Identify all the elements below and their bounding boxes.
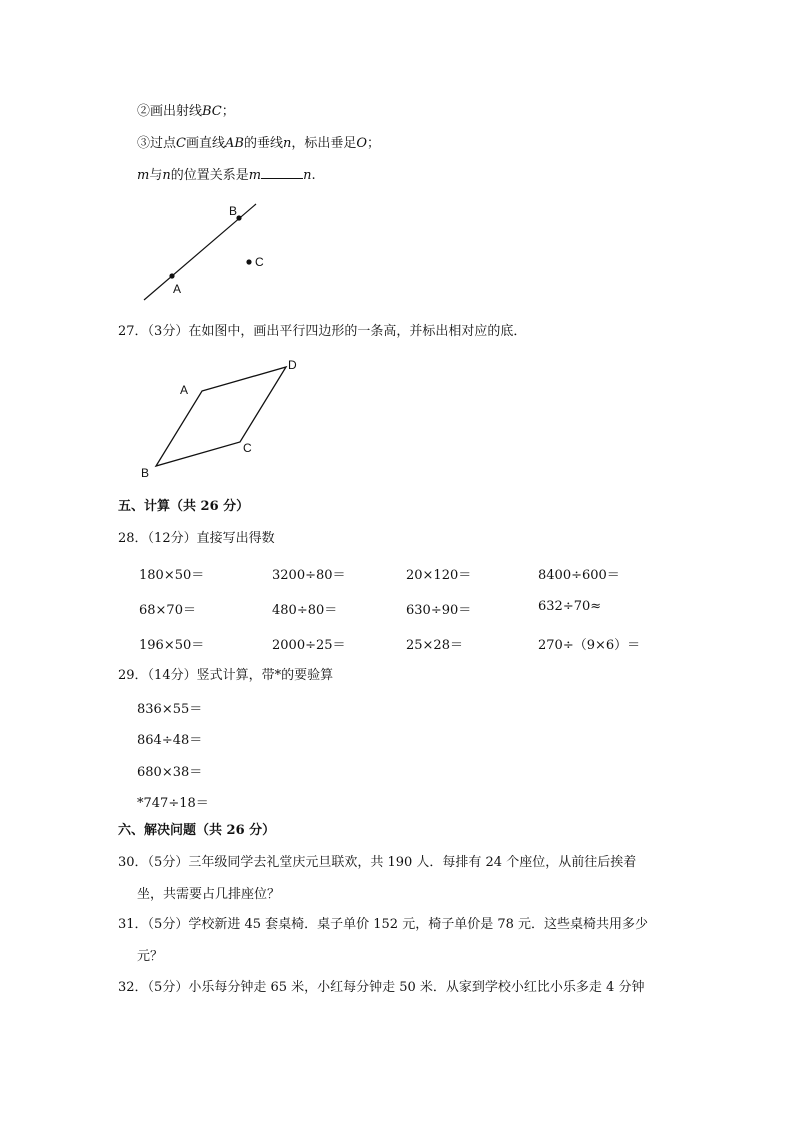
q29-item: 864÷48＝ bbox=[137, 733, 203, 748]
q30-line1: 30．（5分）三年级同学去礼堂庆元旦联欢，共 190 人．每排有 24 个座位，从前往后挨着 bbox=[118, 855, 637, 870]
q26-step3-var: O bbox=[356, 136, 368, 151]
q30-line2: 坐，共需要占几排座位？ bbox=[137, 887, 281, 902]
q28-item: 68×70＝ bbox=[139, 603, 196, 618]
point-b bbox=[236, 215, 241, 220]
q27-figure bbox=[135, 352, 310, 482]
q26-step2-text: ②画出射线 bbox=[137, 104, 203, 119]
q26-step4-part: 的位置关系是 bbox=[170, 168, 249, 183]
q28-item: 270÷（9×6）＝ bbox=[538, 638, 641, 653]
q28-item: 632÷70≈ bbox=[538, 599, 602, 614]
q26-step2-suffix: ； bbox=[221, 104, 235, 119]
label-b: B bbox=[141, 466, 150, 480]
q28-item: 25×28＝ bbox=[406, 638, 463, 653]
q26-step2-var: BC bbox=[202, 104, 222, 119]
q26-step3-var: C bbox=[176, 136, 186, 151]
section-6-title: 六、解决问题（共 26 分） bbox=[118, 823, 276, 838]
q29-title: 29．（14分）竖式计算，带*的要验算 bbox=[118, 668, 334, 683]
q26-step4-var: n bbox=[303, 168, 312, 183]
q29-item: 680×38＝ bbox=[137, 765, 203, 780]
q26-step3-part: ③过点 bbox=[137, 136, 177, 151]
point-a bbox=[169, 273, 174, 278]
parallelogram bbox=[156, 367, 286, 466]
q26-step4-part: 与 bbox=[149, 168, 163, 183]
q26-step3-part: 的垂线 bbox=[243, 136, 283, 151]
q31-line2: 元？ bbox=[137, 949, 164, 964]
q29-item: *747÷18＝ bbox=[137, 796, 209, 811]
q26-step4-var: m bbox=[248, 168, 262, 183]
q28-item: 2000÷25＝ bbox=[272, 638, 346, 653]
q31-line1: 31．（5分）学校新进 45 套桌椅．桌子单价 152 元，椅子单价是 78 元．这些桌椅共用多少 bbox=[118, 917, 649, 932]
label-b: B bbox=[229, 204, 238, 218]
label-a: A bbox=[180, 383, 189, 397]
q26-figure bbox=[130, 195, 280, 305]
label-d: D bbox=[288, 358, 297, 372]
q26-step4-var: m bbox=[137, 168, 150, 183]
q28-item: 20×120＝ bbox=[406, 568, 472, 583]
q28-item: 480÷80＝ bbox=[272, 603, 338, 618]
label-a: A bbox=[173, 282, 182, 296]
q26-step3-part: ，标出垂足 bbox=[291, 136, 357, 151]
section-5-title: 五、计算（共 26 分） bbox=[118, 499, 250, 514]
q26-step4 bbox=[137, 166, 316, 185]
q26-step4-var: n bbox=[162, 168, 171, 183]
q26-step4-part: . bbox=[311, 168, 316, 183]
q29-item: 836×55＝ bbox=[137, 702, 203, 717]
q28-item: 180×50＝ bbox=[139, 568, 205, 583]
q26-step3-var: AB bbox=[224, 136, 244, 151]
label-c: C bbox=[255, 255, 264, 269]
q28-item: 8400÷600＝ bbox=[538, 568, 620, 583]
q28-title: 28．（12分）直接写出得数 bbox=[118, 531, 275, 546]
q26-step3-part: 画直线 bbox=[185, 136, 225, 151]
q26-step3-var: n bbox=[282, 136, 292, 151]
q26-step2 bbox=[137, 103, 235, 121]
q28-item: 3200÷80＝ bbox=[272, 568, 346, 583]
q32-line1: 32．（5分）小乐每分钟走 65 米，小红每分钟走 50 米．从家到学校小红比小乐多走 4 分钟 bbox=[118, 980, 645, 995]
q28-item: 630÷90＝ bbox=[406, 603, 472, 618]
point-c bbox=[246, 259, 251, 264]
q28-item: 196×50＝ bbox=[139, 638, 205, 653]
q26-step3-part: ； bbox=[367, 136, 381, 151]
label-c: C bbox=[243, 441, 252, 455]
q26-step3 bbox=[137, 135, 380, 153]
q27-text: 27．（3分）在如图中，画出平行四边形的一条高，并标出相对应的底． bbox=[118, 324, 527, 339]
answer-blank[interactable] bbox=[261, 166, 303, 179]
